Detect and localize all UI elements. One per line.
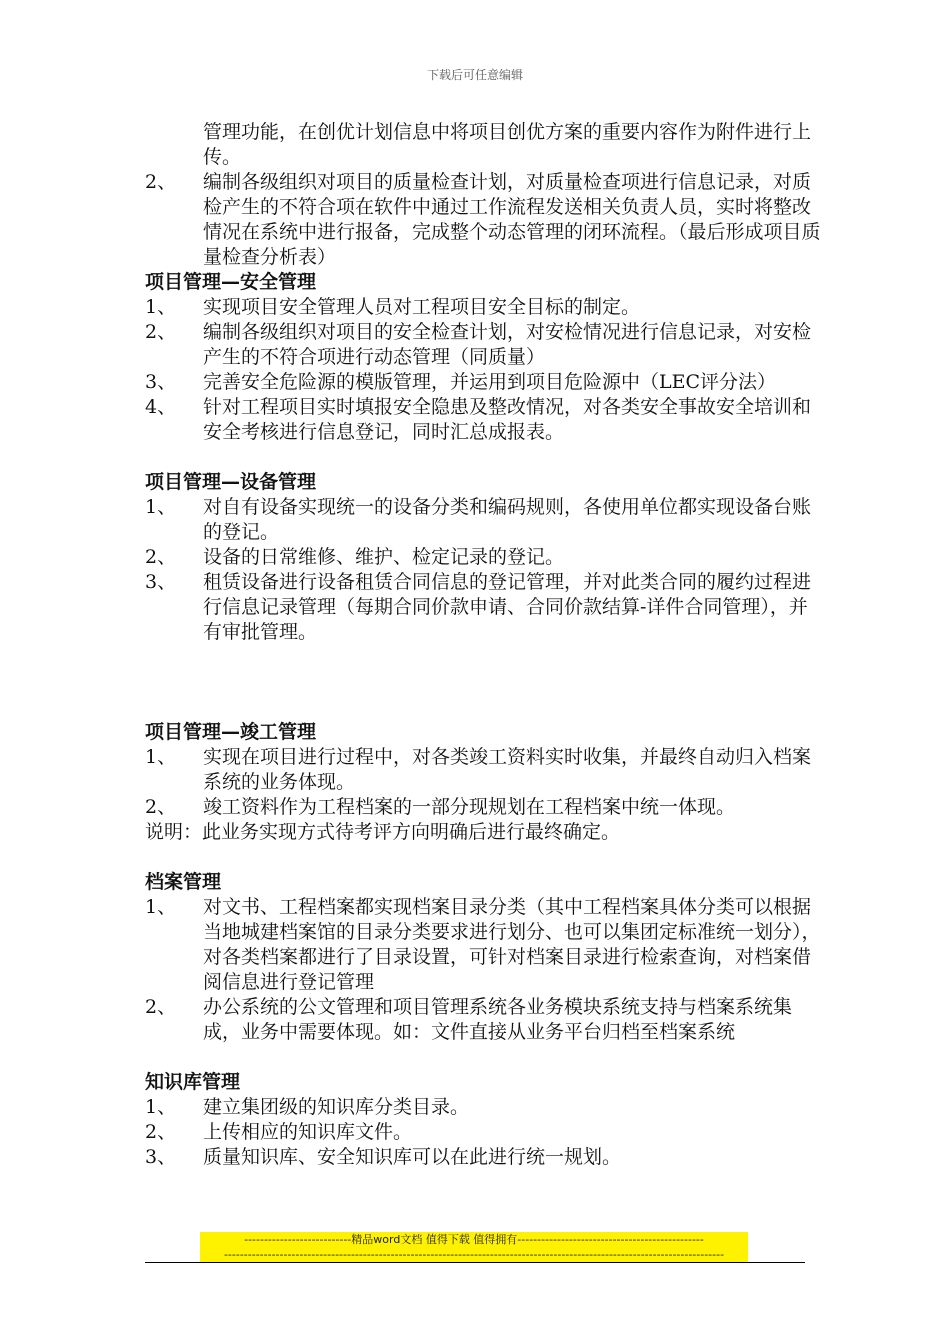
completion-note: 说明：此业务实现方式待考评方向明确后进行最终确定。	[145, 821, 621, 843]
item-text: 租赁设备进行设备租赁合同信息的登记管理，并对此类合同的履约过程进行信息记录管理（每期合同价款申请、合同价款结算-详件合同管理），并有审批管理。	[203, 571, 812, 643]
item-text: 编制各级组织对项目的安全检查计划，对安检情况进行信息记录，对安检产生的不符合项进行动态管理（同质量）	[203, 321, 812, 368]
list-item	[145, 295, 825, 320]
list-item	[145, 895, 825, 995]
item-number: 2、	[145, 796, 177, 818]
item-number: 1、	[145, 746, 177, 768]
list-item	[145, 1120, 825, 1145]
archive-list	[145, 895, 825, 1045]
item-text: 完善安全危险源的模版管理，并运用到项目危险源中（LEC评分法）	[203, 371, 777, 393]
item-text: 办公系统的公文管理和项目管理系统各业务模块系统支持与档案系统集成，业务中需要体现。如：文件直接从业务平台归档至档案系统	[203, 996, 793, 1043]
item-number: 2、	[145, 321, 177, 343]
section-title-completion: 项目管理—竣工管理	[145, 721, 317, 743]
list-item	[145, 570, 825, 645]
item-text: 设备的日常维修、维护、检定记录的登记。	[203, 546, 565, 568]
item-text: 编制各级组织对项目的质量检查计划，对质量检查项进行信息记录，对质检产生的不符合项在软件中通过工作流程发送相关负责人员，实时将整改情况在系统中进行报备，完成整个动态管理的闭环流程。（最后形成项目质量检查分析表）	[203, 171, 821, 268]
list-item	[145, 545, 825, 570]
item-number: 2、	[145, 996, 177, 1018]
list-item	[145, 395, 825, 445]
completion-list	[145, 745, 825, 820]
item-number: 1、	[145, 296, 177, 318]
equipment-list	[145, 495, 825, 645]
section-title-safety: 项目管理—安全管理	[145, 271, 317, 293]
section-title-knowledge: 知识库管理	[145, 1071, 241, 1093]
item-text: 上传相应的知识库文件。	[203, 1121, 413, 1143]
list-item	[145, 170, 825, 270]
item-text: 建立集团级的知识库分类目录。	[203, 1096, 470, 1118]
item-text: 质量知识库、安全知识库可以在此进行统一规划。	[203, 1146, 622, 1168]
list-item	[145, 745, 825, 795]
section-title-equipment: 项目管理—设备管理	[145, 471, 317, 493]
footer-line-1: ---------------------------精品word文档 值得下载 值得拥有-----------------------------------------------	[244, 1233, 704, 1246]
item-number: 1、	[145, 896, 177, 918]
list-item	[145, 1095, 825, 1120]
footer-line-2: ------------------------------------------------------------------------------------------------------------------------------	[223, 1248, 725, 1261]
list-item	[145, 320, 825, 370]
item-number: 2、	[145, 1121, 177, 1143]
page-header: 下载后可任意编辑	[426, 68, 523, 82]
item-text: 实现项目安全管理人员对工程项目安全目标的制定。	[203, 296, 641, 318]
item-text: 针对工程项目实时填报安全隐患及整改情况，对各类安全事故安全培训和安全考核进行信息登记，同时汇总成报表。	[203, 396, 812, 443]
list-item	[145, 495, 825, 545]
list-item	[145, 370, 825, 395]
item-number: 3、	[145, 1146, 177, 1168]
item-number: 2、	[145, 171, 177, 193]
item-number: 1、	[145, 496, 177, 518]
item-text: 竣工资料作为工程档案的一部分现规划在工程档案中统一体现。	[203, 796, 736, 818]
item-text: 实现在项目进行过程中，对各类竣工资料实时收集，并最终自动归入档案系统的业务体现。	[203, 746, 812, 793]
section-title-archive: 档案管理	[145, 871, 222, 893]
document-body	[145, 120, 825, 1170]
intro-continuation: 管理功能，在创优计划信息中将项目创优方案的重要内容作为附件进行上传。	[203, 121, 812, 168]
knowledge-list	[145, 1095, 825, 1170]
list-item	[145, 795, 825, 820]
item-number: 3、	[145, 371, 177, 393]
list-item	[145, 1145, 825, 1170]
item-text: 对自有设备实现统一的设备分类和编码规则，各使用单位都实现设备台账的登记。	[203, 496, 812, 543]
item-number: 1、	[145, 1096, 177, 1118]
item-number: 3、	[145, 571, 177, 593]
footer-banner	[200, 1232, 748, 1262]
footer-rule	[145, 1262, 805, 1263]
item-number: 2、	[145, 546, 177, 568]
item-number: 4、	[145, 396, 177, 418]
item-text: 对文书、工程档案都实现档案目录分类（其中工程档案具体分类可以根据当地城建档案馆的目录分类要求进行划分、也可以集团定标准统一划分），对各类档案都进行了目录设置，可针对档案目录进行检索查询，对档案借阅信息进行登记管理	[203, 896, 821, 993]
safety-list	[145, 295, 825, 445]
list-item	[145, 995, 825, 1045]
